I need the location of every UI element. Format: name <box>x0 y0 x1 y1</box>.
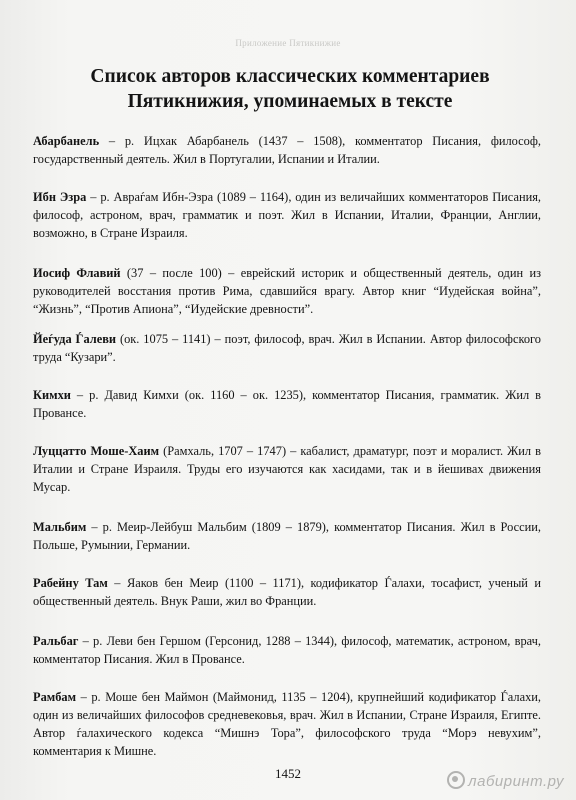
author-name: Йеѓуда Ѓалеви <box>33 332 117 346</box>
author-description: (37 – после 100) – еврейский историк и общественный деятель, один из руководителей восстания против Рима, сдавшийся врагу. Автор книг “Иудейская война”, “Жизнь”, “Против Апиона”, “Иудейские древности”. <box>33 266 541 316</box>
author-name: Кимхи <box>33 388 71 402</box>
author-entry-luzzatto <box>33 442 541 496</box>
author-name: Мальбим <box>33 520 87 534</box>
author-name: Абарбанель <box>33 134 100 148</box>
author-entry-yehuda-halevi <box>33 330 541 366</box>
author-description: (Рамхаль, 1707 – 1747) – кабалист, драматург, поэт и моралист. Жил в Италии и Стране Израиля. Труды его изучаются как хасидами, так и в йешивах движения Мусар. <box>33 444 541 494</box>
author-description: – р. Моше бен Маймон (Маймонид, 1135 – 1204), крупнейший кодификатор Ѓалахи, один из величайших философов средневековья, врач. Жил в Испании, Стране Израиля, Египте. Автор ѓалахического кодекса “Мишнэ Тора”, философского труда “Морэ невухим”, комментария к Мишне. <box>33 690 541 758</box>
author-description: – р. Давид Кимхи (ок. 1160 – ок. 1235), комментатор Писания, грамматик. Жил в Провансе. <box>33 388 541 420</box>
author-description: (ок. 1075 – 1141) – поэт, философ, врач. Жил в Испании. Автор философского труда “Кузари”. <box>33 332 541 364</box>
site-watermark <box>447 771 564 790</box>
author-name: Рабейну Там <box>33 576 108 590</box>
author-entry-kimhi <box>33 386 541 422</box>
author-entry-ralbag <box>33 632 541 668</box>
author-entry-rambam <box>33 688 541 760</box>
author-description: – р. Меир-Лейбуш Мальбим (1809 – 1879), комментатор Писания. Жил в России, Польше, Румынии, Германии. <box>33 520 541 552</box>
author-name: Ибн Эзра <box>33 190 87 204</box>
author-entry-abarbanel <box>33 132 541 168</box>
running-head: Приложение Пятикнижие <box>235 38 341 48</box>
author-name: Луццатто Моше-Хаим <box>33 444 160 458</box>
page-title <box>40 64 540 114</box>
page-number: 1452 <box>275 766 301 781</box>
title-line-2: Пятикнижия, упоминаемых в тексте <box>127 91 453 112</box>
author-description: – р. Авраѓам Ибн-Эзра (1089 – 1164), один из величайших комментаторов Писания, философ, астроном, врач, грамматик и поэт. Жил в Испании, Италии, Франции, Англии, возможно, в Стране Израиля. <box>33 190 541 240</box>
author-description: – р. Леви бен Гершом (Герсонид, 1288 – 1344), философ, математик, астроном, врач, комментатор Писания. Жил в Провансе. <box>33 634 541 666</box>
author-description: – Яаков бен Меир (1100 – 1171), кодификатор Ѓалахи, тосафист, ученый и общественный деятель. Внук Раши, жил во Франции. <box>33 576 541 608</box>
author-description: – р. Ицхак Абарбанель (1437 – 1508), комментатор Писания, философ, государственный деятель. Жил в Португалии, Испании и Италии. <box>33 134 541 166</box>
author-name: Рамбам <box>33 690 77 704</box>
author-entry-ibn-ezra <box>33 188 541 242</box>
watermark-text: лабиринт.ру <box>468 773 564 790</box>
author-entry-malbim <box>33 518 541 554</box>
author-name: Ральбаг <box>33 634 79 648</box>
labirint-logo-icon <box>447 771 465 789</box>
title-line-1: Список авторов классических комментариев <box>90 66 490 87</box>
author-name: Иосиф Флавий <box>33 266 121 280</box>
author-entry-rabbeinu-tam <box>33 574 541 610</box>
author-entry-josephus <box>33 264 541 318</box>
